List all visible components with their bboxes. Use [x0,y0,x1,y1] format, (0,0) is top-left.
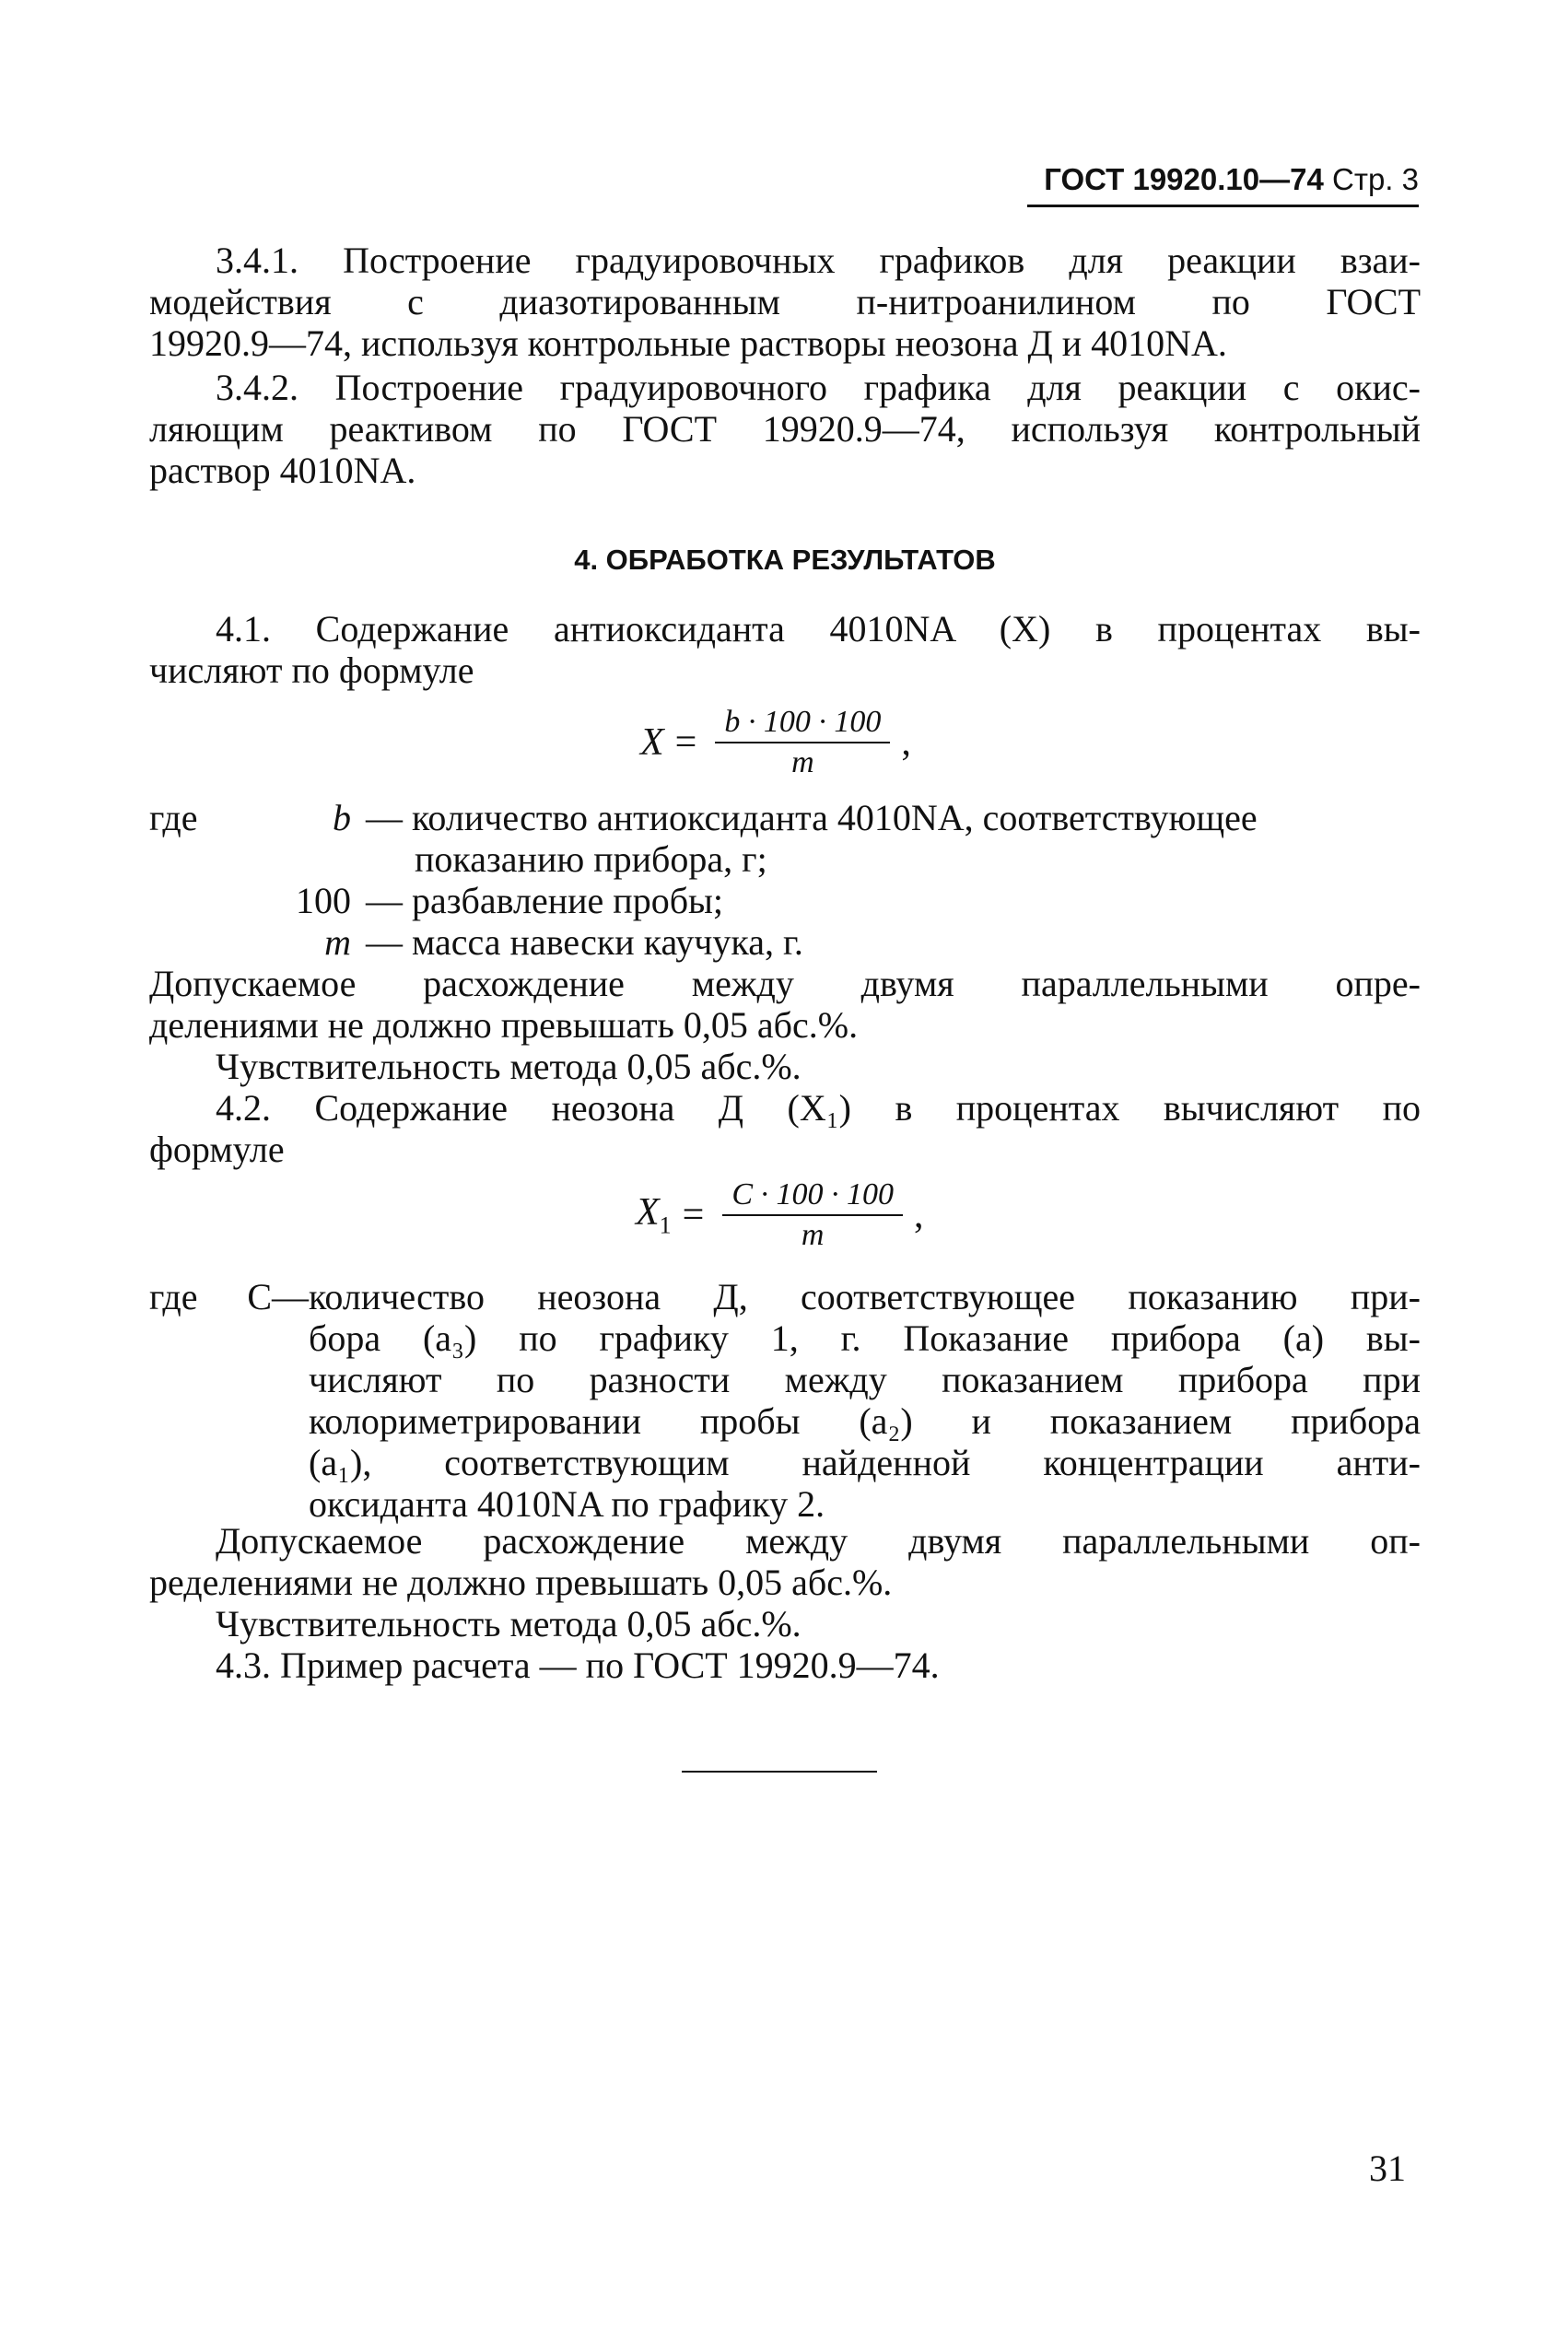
where-continuation [149,838,1421,880]
formula-x [640,705,911,780]
where-row [149,880,1421,921]
paragraph-4-1-notes [149,963,1421,1087]
paragraph-4-2-notes [149,1520,1421,1686]
formula-numerator: b · 100 · 100 [715,705,890,743]
where-text: показанию прибора, г; [415,838,767,880]
text-line: 4.1. Содержание антиоксиданта 4010NA (X) в процентах вы- [216,608,1421,650]
text-line: раствор 4010NA. [149,450,416,491]
where-symbol: 100 [296,880,351,921]
where-list-1 [149,797,1421,963]
where-lead: где C— [149,1276,309,1317]
paragraph-3-4-1 [149,240,1421,364]
where-dash: — [366,921,403,963]
formula-fraction [722,1177,903,1253]
formula-numerator: C · 100 · 100 [722,1177,903,1216]
where-definition [366,797,1421,838]
text-line: делениями не должно превышать 0,05 абс.%. [149,1004,859,1046]
text-line: Допускаемое расхождение между двумя параллельными опре- [149,963,1421,1004]
text-line: (a₁), соответствующим найденной концентрации анти- [309,1442,1421,1483]
section-title: 4. ОБРАБОТКА РЕЗУЛЬТАТОВ [574,544,996,576]
formula-denominator: m [801,1218,825,1252]
text-line: Чувствительность метода 0,05 абс.%. [216,1046,802,1087]
where-text: количество антиоксиданта 4010NA, соответствующее [412,797,1258,838]
text-line: бора (a₃) по графику 1, г. Показание прибора (a) вы- [309,1317,1421,1359]
formula-lhs: X [640,721,664,764]
text-line: Допускаемое расхождение между двумя параллельными оп- [216,1520,1421,1562]
formula-punct: , [914,1194,924,1236]
end-rule [682,1771,877,1773]
page-header [1027,162,1419,207]
text-line: колориметрировании пробы (a₂) и показанием прибора [309,1400,1421,1442]
where-text: количество неозона Д, соответствующее показанию при- [309,1276,1421,1317]
where-row [149,797,1421,838]
text-line: 3.4.1. Построение градуировочных графиков для реакции взаи- [216,240,1421,281]
formula-equals: = [682,1194,705,1236]
text-line: ределениями не должно превышать 0,05 абс.%. [149,1562,893,1603]
where-text: масса навески каучука, г. [412,921,803,963]
paragraph-4-2 [149,1087,1421,1170]
paragraph-3-4-2 [149,367,1421,491]
text-line: числяют по разности между показанием прибора при [309,1359,1421,1400]
where-text: разбавление пробы; [412,880,724,921]
standard-number: ГОСТ 19920.10—74 [1044,162,1324,196]
where-lead: где [149,797,198,838]
text-line: 4.3. Пример расчета — по ГОСТ 19920.9—74. [216,1644,940,1686]
formula-denominator: m [791,745,814,779]
text-line: числяют по формуле [149,650,474,691]
header-page-number: Стр. 3 [1332,162,1419,196]
text-line: оксиданта 4010NA по графику 2. [309,1483,825,1525]
where-dash: — [366,797,403,838]
formula-lhs: $X_1$ [636,1191,672,1239]
text-line: ляющим реактивом по ГОСТ 19920.9—74, используя контрольный [149,408,1421,450]
formula-fraction [715,705,890,780]
paragraph-4-1 [149,608,1421,691]
text-line: 3.4.2. Построение градуировочного графика для реакции с окис- [216,367,1421,408]
where-symbol: m [324,921,351,963]
formula-lhs-subscript: 1 [659,1211,672,1239]
where-dash: — [366,880,403,921]
text-line: Чувствительность метода 0,05 абс.%. [216,1603,802,1644]
formula-punct: , [901,721,911,764]
text-line: модействия с диазотированным п-нитроанилином по ГОСТ [149,281,1421,322]
where-symbol: b [333,797,351,838]
text-line: 19920.9—74, используя контрольные растворы неозона Д и 4010NA. [149,322,1227,364]
page-number: 31 [1369,2148,1406,2189]
text-line: 4.2. Содержание неозона Д (X₁) в процентах вычисляют по [216,1087,1421,1129]
where-definition [366,880,1421,921]
formula-x1 [636,1177,924,1253]
where-row [149,921,1421,963]
text-line [149,1276,1421,1317]
where-definition [366,921,1421,963]
text-line: формуле [149,1129,285,1170]
formula-equals: = [674,721,697,764]
where-list-2 [149,1276,1421,1525]
